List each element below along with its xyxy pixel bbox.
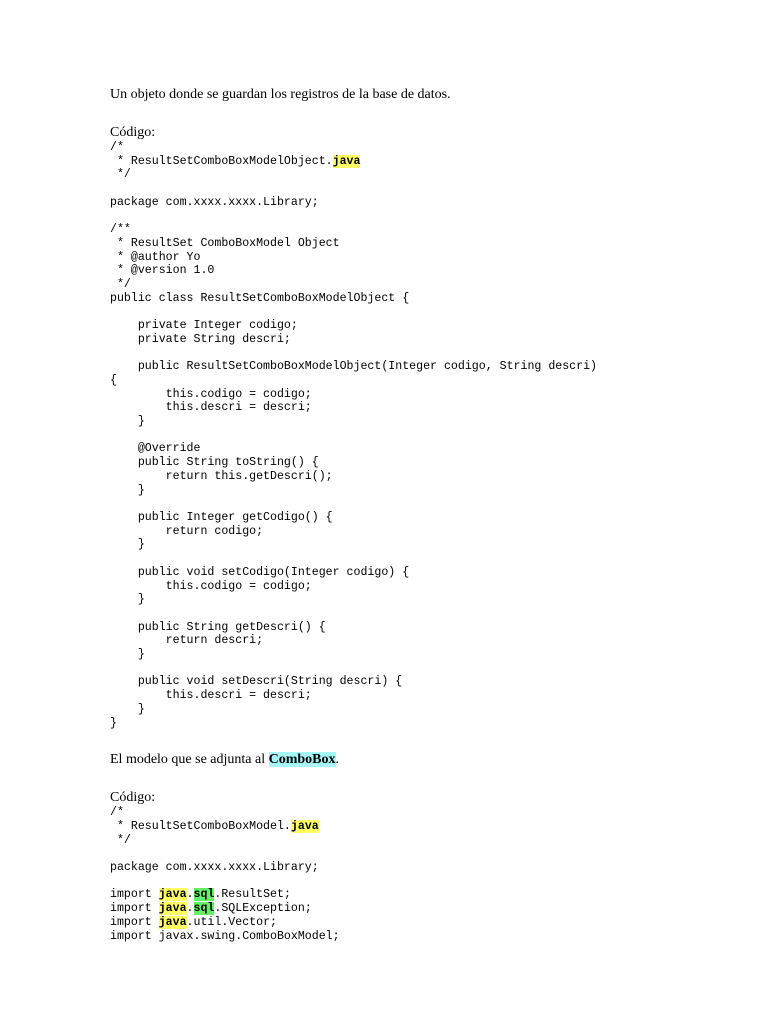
code-line — [110, 319, 298, 332]
text-segment: import — [110, 888, 159, 902]
code-line — [110, 675, 402, 688]
text-segment: import javax.swing.ComboBoxModel; — [110, 929, 340, 943]
text-segment: import — [110, 915, 159, 929]
text-segment: * @author Yo — [110, 250, 201, 264]
code-line — [110, 470, 333, 483]
highlighted-term: ComboBox — [268, 752, 336, 768]
code-line — [110, 388, 312, 401]
text-segment: public String toString() { — [110, 456, 319, 470]
code-line — [110, 580, 312, 593]
code-line — [110, 456, 319, 469]
code-line — [110, 401, 312, 414]
document-page — [110, 86, 750, 943]
text-segment: } — [110, 648, 145, 662]
highlighted-term: sql — [193, 902, 215, 916]
code-line — [110, 333, 291, 346]
code-line — [110, 930, 340, 943]
text-segment: public String getDescri() { — [110, 620, 326, 634]
text-segment: . — [186, 902, 194, 916]
text-segment: } — [110, 593, 145, 607]
code-line — [110, 861, 319, 874]
intro-paragraph: Un objeto donde se guardan los registros de la base de datos. — [110, 87, 451, 102]
text-segment: private String descri; — [110, 332, 291, 346]
text-segment: return descri; — [110, 634, 264, 648]
highlighted-term: java — [158, 902, 187, 916]
text-segment: } — [110, 415, 145, 429]
code-label-1: Código: — [110, 125, 156, 140]
text-segment: /* — [110, 141, 124, 154]
code-line — [110, 168, 131, 181]
text-segment: public void setDescri(String descri) { — [110, 675, 403, 689]
text-segment: this.descri = descri; — [110, 401, 312, 415]
code-line — [110, 223, 131, 236]
code-line — [110, 264, 214, 277]
code-line — [110, 415, 145, 428]
text-segment: public ResultSetComboBoxModelObject(Integer codigo, String descri) — [110, 360, 598, 374]
code-line — [110, 155, 360, 168]
text-segment: import — [110, 902, 159, 916]
text-segment: .util.Vector; — [186, 915, 277, 929]
code-line — [110, 251, 200, 264]
code-line — [110, 278, 131, 291]
text-segment: /* — [110, 806, 124, 820]
code-line — [110, 566, 409, 579]
code-line — [110, 888, 291, 901]
text-segment: * ResultSet ComboBoxModel Object — [110, 236, 340, 250]
code-line — [110, 689, 312, 702]
code-line — [110, 820, 319, 833]
text-segment: } — [110, 702, 145, 716]
code-line — [110, 902, 312, 915]
text-segment: package com.xxxx.xxxx.Library; — [110, 861, 319, 875]
code-line — [110, 648, 145, 661]
code-line — [110, 141, 124, 154]
code-line — [110, 442, 200, 455]
text-segment: * ResultSetComboBoxModel. — [110, 819, 291, 833]
text-segment: public Integer getCodigo() { — [110, 510, 333, 524]
text-segment: this.codigo = codigo; — [110, 579, 312, 593]
text-segment: /** — [110, 223, 131, 237]
text-segment: } — [110, 538, 145, 552]
text-segment: * @version 1.0 — [110, 264, 215, 278]
code-line — [110, 634, 263, 647]
code-line — [110, 196, 319, 209]
code-line — [110, 916, 277, 929]
model-sentence — [110, 751, 750, 768]
text-segment: package com.xxxx.xxxx.Library; — [110, 195, 319, 209]
text-segment: private Integer codigo; — [110, 319, 298, 333]
text-segment: . — [335, 752, 340, 768]
text-segment: this.descri = descri; — [110, 689, 312, 703]
code-line — [110, 360, 597, 373]
highlighted-term: java — [332, 154, 361, 168]
text-segment: } — [110, 483, 145, 497]
text-segment: . — [186, 888, 194, 902]
code-line — [110, 834, 131, 847]
code-block-1 — [110, 141, 750, 730]
code-line — [110, 525, 263, 538]
text-segment: */ — [110, 278, 131, 292]
text-segment: this.codigo = codigo; — [110, 387, 312, 401]
text-segment: @Override — [110, 442, 201, 456]
text-segment: } — [110, 716, 117, 730]
highlighted-term: java — [158, 915, 187, 929]
text-segment: { — [110, 373, 117, 387]
text-segment: */ — [110, 168, 131, 182]
text-segment: return codigo; — [110, 524, 264, 538]
code-line — [110, 292, 409, 305]
code-line — [110, 237, 340, 250]
code-line — [110, 703, 145, 716]
code-line — [110, 717, 117, 730]
text-segment: .ResultSet; — [214, 888, 291, 902]
code-line — [110, 806, 124, 819]
code-line — [110, 621, 326, 634]
code-line — [110, 511, 333, 524]
text-segment: */ — [110, 833, 131, 847]
text-segment: El modelo que se adjunta al — [110, 752, 269, 768]
text-segment: * ResultSetComboBoxModelObject. — [110, 154, 333, 168]
code-line — [110, 374, 117, 387]
highlighted-term: java — [290, 819, 319, 833]
code-label-2: Código: — [110, 790, 156, 806]
text-segment: public void setCodigo(Integer codigo) { — [110, 565, 410, 579]
text-segment: return this.getDescri(); — [110, 469, 333, 483]
highlighted-term: java — [158, 888, 187, 902]
text-segment: .SQLException; — [214, 902, 312, 916]
highlighted-term: sql — [193, 888, 215, 902]
code-line — [110, 538, 145, 551]
code-block-2 — [110, 806, 750, 943]
text-segment: public class ResultSetComboBoxModelObject { — [110, 291, 410, 305]
code-line — [110, 484, 145, 497]
code-line — [110, 593, 145, 606]
